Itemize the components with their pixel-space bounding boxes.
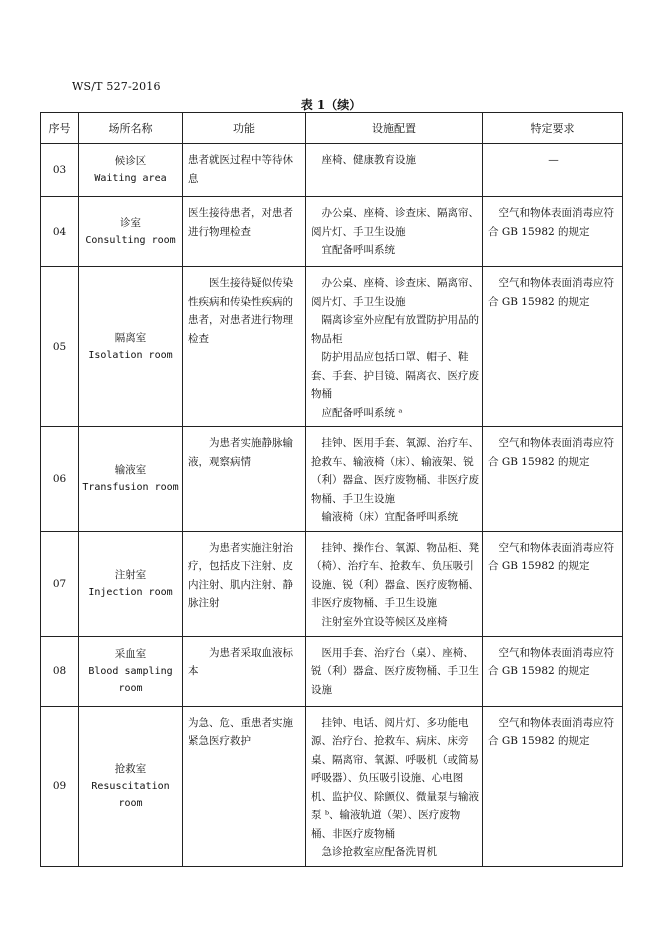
row-number: 08 xyxy=(41,636,79,706)
function-text: 为患者实施注射治疗，包括皮下注射、皮内注射、肌内注射、静脉注射 xyxy=(188,541,293,609)
equipment-cell xyxy=(306,531,483,636)
place-name xyxy=(79,197,183,267)
equipment-cell xyxy=(306,706,483,866)
equipment-text: 防护用品应包括口罩、帽子、鞋套、手套、护目镜、隔离衣、医疗废物桶 xyxy=(311,351,479,400)
table-row xyxy=(41,531,623,636)
requirement-text: 空气和物体表面消毒应符合 GB 15982 的规定 xyxy=(488,716,614,747)
header-requirement: 特定要求 xyxy=(483,113,623,144)
function-cell xyxy=(183,144,306,197)
place-name-zh: 抢救室 xyxy=(114,762,147,775)
requirement-text: 空气和物体表面消毒应符合 GB 15982 的规定 xyxy=(488,646,614,677)
document-code: WS/T 527-2016 xyxy=(72,80,161,93)
function-text: 为患者实施静脉输液，观察病情 xyxy=(188,437,293,468)
place-name-zh: 诊室 xyxy=(120,216,141,229)
requirement-cell xyxy=(483,144,623,197)
header-no: 序号 xyxy=(41,113,79,144)
equipment-text: 座椅、健康教育设施 xyxy=(321,154,416,166)
equipment-cell xyxy=(306,267,483,427)
header-place-name: 场所名称 xyxy=(79,113,183,144)
table-row xyxy=(41,197,623,267)
place-name xyxy=(79,267,183,427)
place-name-en: Waiting area xyxy=(94,173,167,184)
row-number: 03 xyxy=(41,144,79,197)
row-number: 06 xyxy=(41,427,79,532)
place-name-en: Injection room xyxy=(88,586,173,598)
header-equipment: 设施配置 xyxy=(306,113,483,144)
place-name xyxy=(79,427,183,532)
table-row xyxy=(41,267,623,427)
place-name-en: Blood sampling room xyxy=(88,665,173,694)
equipment-text: 办公桌、座椅、诊查床、隔离帘、阅片灯、手卫生设施 xyxy=(311,277,479,308)
table-row xyxy=(41,706,623,866)
row-number: 04 xyxy=(41,197,79,267)
equipment-text: 应配备呼叫系统 ᵃ xyxy=(321,406,403,419)
function-text: 医生接待患者，对患者进行物理检查 xyxy=(188,207,293,238)
equipment-text: 急诊抢救室应配备洗胃机 xyxy=(321,846,437,858)
place-name xyxy=(79,706,183,866)
place-name xyxy=(79,531,183,636)
requirement-cell xyxy=(483,531,623,636)
requirement-cell xyxy=(483,267,623,427)
facility-table xyxy=(40,112,623,867)
place-name-en: Isolation room xyxy=(88,349,173,361)
place-name-zh: 候诊区 xyxy=(114,155,147,167)
requirement-cell xyxy=(483,427,623,532)
requirement-text: 空气和物体表面消毒应符合 GB 15982 的规定 xyxy=(488,541,614,572)
place-name-zh: 输液室 xyxy=(114,463,147,476)
equipment-cell xyxy=(306,144,483,197)
function-cell xyxy=(183,531,306,636)
requirement-cell xyxy=(483,706,623,866)
equipment-text: 挂钟、医用手套、氧源、治疗车、抢救车、输液椅（床）、输液架、锐（利）器盒、医疗废物桶、非医疗废物桶、手卫生设施 xyxy=(311,437,479,505)
function-cell xyxy=(183,636,306,706)
table-row xyxy=(41,144,623,197)
function-cell xyxy=(183,706,306,866)
requirement-text: — xyxy=(548,154,559,166)
place-name-zh: 采血室 xyxy=(114,647,147,660)
place-name-en: Resuscitation room xyxy=(91,780,170,809)
row-number: 05 xyxy=(41,267,79,427)
equipment-text: 注射室外宜设等候区及座椅 xyxy=(321,615,448,628)
requirement-text: 空气和物体表面消毒应符合 GB 15982 的规定 xyxy=(488,207,614,238)
equipment-text: 输液椅（床）宜配备呼叫系统 xyxy=(321,511,458,523)
equipment-text: 挂钟、操作台、氧源、物品柜、凳（椅）、治疗车、抢救车、负压吸引设施、锐（利）器盒、医疗废物桶、非医疗废物桶、手卫生设施 xyxy=(311,541,479,609)
function-text: 为急、危、重患者实施紧急医疗救护 xyxy=(188,716,293,747)
row-number: 07 xyxy=(41,531,79,636)
requirement-cell xyxy=(483,197,623,267)
equipment-cell xyxy=(306,427,483,532)
place-name-zh: 注射室 xyxy=(114,568,147,581)
function-cell xyxy=(183,197,306,267)
place-name-zh: 隔离室 xyxy=(114,331,147,344)
requirement-cell xyxy=(483,636,623,706)
header-function: 功能 xyxy=(183,113,306,144)
place-name xyxy=(79,636,183,706)
function-text: 患者就医过程中等待休息 xyxy=(188,154,293,185)
equipment-text: 宜配备呼叫系统 xyxy=(321,244,395,256)
place-name-en: Transfusion room xyxy=(82,481,179,493)
table-title: 表 1（续） xyxy=(300,98,362,112)
function-cell xyxy=(183,267,306,427)
function-cell xyxy=(183,427,306,532)
equipment-text: 办公桌、座椅、诊查床、隔离帘、阅片灯、手卫生设施 xyxy=(311,207,479,238)
requirement-text: 空气和物体表面消毒应符合 GB 15982 的规定 xyxy=(488,437,614,468)
table-row xyxy=(41,636,623,706)
row-number: 09 xyxy=(41,706,79,866)
table-row xyxy=(41,427,623,532)
equipment-text: 挂钟、电话、阅片灯、多功能电源、治疗台、抢救车、病床、床旁桌、隔离帘、氧源、呼吸机（或简易呼吸器）、负压吸引设施、心电图机、监护仪、除颤仪、微量泵与输液泵 ᵇ、输液轨道（架）、医疗废物桶、非医疗废物桶 xyxy=(311,716,479,840)
place-name-en: Consulting room xyxy=(85,234,176,246)
equipment-cell xyxy=(306,197,483,267)
equipment-cell xyxy=(306,636,483,706)
requirement-text: 空气和物体表面消毒应符合 GB 15982 的规定 xyxy=(488,277,614,308)
function-text: 医生接待疑似传染性疾病和传染性疾病的患者，对患者进行物理检查 xyxy=(188,277,293,345)
equipment-text: 隔离诊室外应配有放置防护用品的物品柜 xyxy=(311,314,479,345)
table-header-row xyxy=(41,113,623,144)
place-name xyxy=(79,144,183,197)
equipment-text: 医用手套、治疗台（桌）、座椅、锐（利）器盒、医疗废物桶、手卫生设施 xyxy=(311,646,479,696)
function-text: 为患者采取血液标本 xyxy=(188,646,293,677)
